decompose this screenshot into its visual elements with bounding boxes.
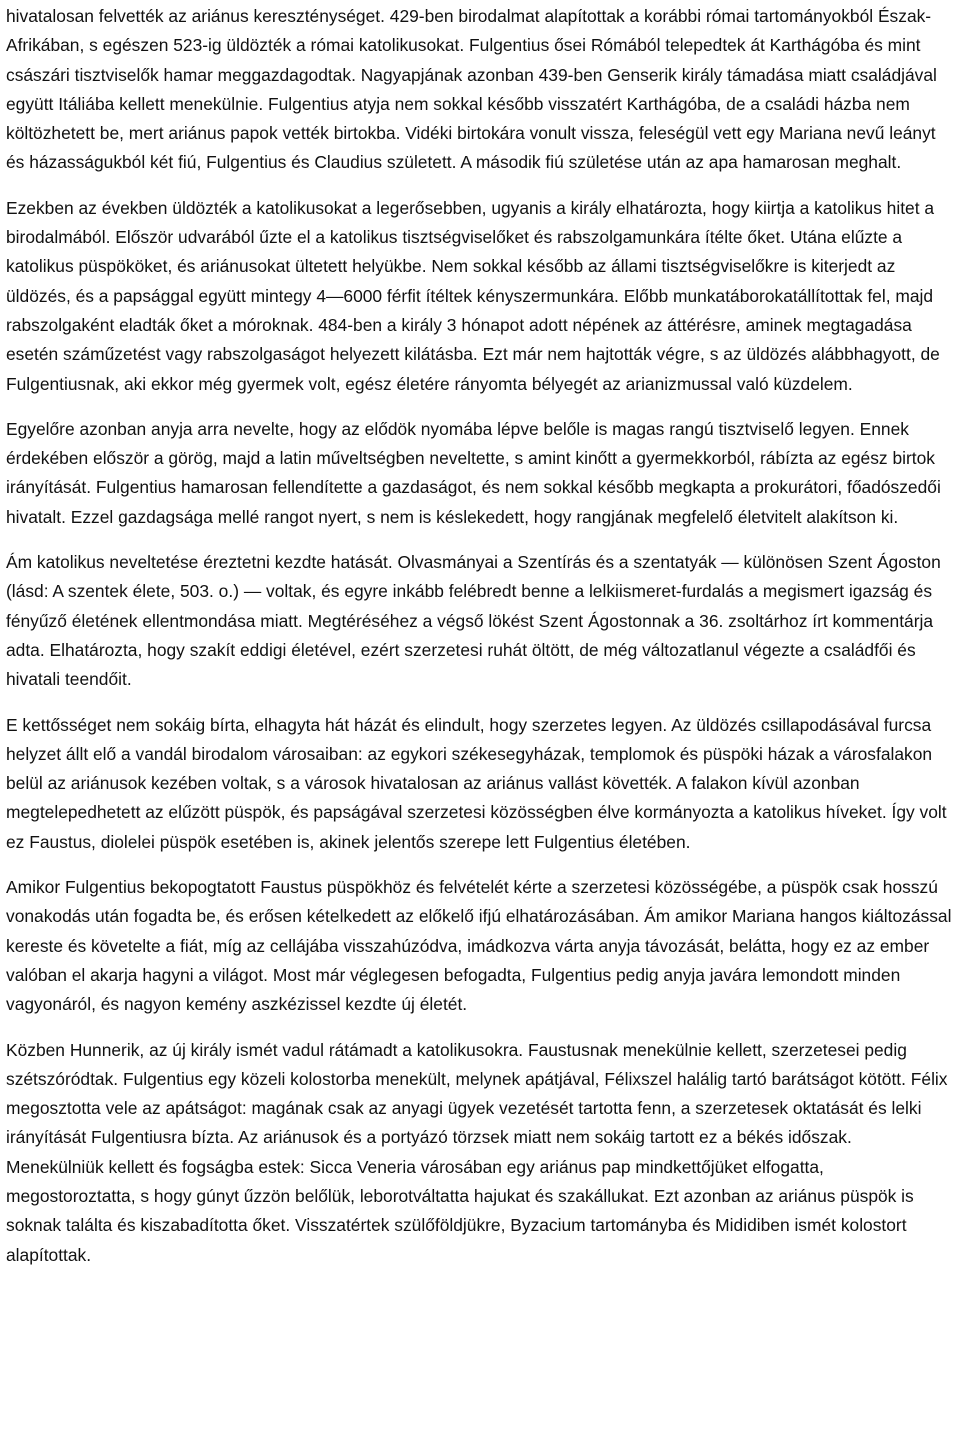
paragraph-6: Amikor Fulgentius bekopogtatott Faustus püspökhöz és felvételét kérte a szerzetesi közösségébe, a püspök csak hosszú vonakodás után fogadta be, és erősen kételkedett az előkelő ifjú elhatározásában. Ám amikor Mariana hangos kiáltozással kereste és követelte a fiát, míg az cellájába visszahúzódva, imádkozva várta anyja távozását, belátta, hogy ez az ember valóban el akarja hagyni a világot. Most már véglegesen befogadta, Fulgentius pedig anyja javára lemondott minden vagyonáról, és nagyon kemény aszkézissel kezdte új életét.	[6, 877, 952, 1015]
paragraph-1: hivatalosan felvették az ariánus kereszténységet. 429-ben birodalmat alapítottak a korábbi római tartományokból Észak-Afrikában, s egészen 523-ig üldözték a római katolikusokat. Fulgentius ősei Rómából telepedtek át Karthágóba és mint császári tisztviselők hamar meggazdagodtak. Nagyapjának azonban 439-ben Genserik király támadása miatt családjával együtt Itáliába kellett menekülnie. Fulgentius atyja nem sokkal később visszatért Karthágóba, de a családi házba nem költözhetett be, mert ariánus papok vették birtokba. Vidéki birtokára vonult vissza, feleségül vett egy Mariana nevű leányt és házasságukból két fiú, Fulgentius és Claudius született. A második fiú születése után az apa hamarosan meghalt.	[6, 6, 937, 173]
paragraph-4: Ám katolikus neveltetése éreztetni kezdte hatását. Olvasmányai a Szentírás és a szentatyák — különösen Szent Ágoston (lásd: A szentek élete, 503. o.) — voltak, és egyre inkább felébredt benne a lelkiismeret-furdalás a megismert igazság és fényűző életének ellentmondása miatt. Megtéréséhez a végső lökést Szent Ágostonnak a 36. zsoltárhoz írt kommentárja adta. Elhatározta, hogy szakít eddigi életével, ezért szerzetesi ruhát öltött, de még változatlanul végezte a családfői és hivatali teendőit.	[6, 552, 941, 690]
paragraph-3: Egyelőre azonban anyja arra nevelte, hogy az elődök nyomába lépve belőle is magas rangú tisztviselő legyen. Ennek érdekében először a görög, majd a latin műveltségben neveltette, s amint kinőtt a gyermekkorból, rábízta az egész birtok irányítását. Fulgentius hamarosan fellendítette a gazdaságot, és nem sokkal később megkapta a prokurátori, főadószedői hivatalt. Ezzel gazdagsága mellé rangot nyert, s nem is késlekedett, hogy rangjának megfelelő életvitelt alakítson ki.	[6, 418, 941, 527]
paragraph-5: E kettősséget nem sokáig bírta, elhagyta hát házát és elindult, hogy szerzetes legyen. Az üldözés csillapodásával furcsa helyzet állt elő a vandál birodalom városaiban: az egykori székesegyházak, templomok és püspöki házak a városfalakon belül az ariánusok kezében voltak, s a városok hivatalosan az ariánus vallást követték. A falakon kívül azonban megtelepedhetett az elűzött püspök, és papságával szerzetesi közösségben élve kormányozta a katolikus híveket. Így volt ez Faustus, diolelei püspök esetében is, akinek jelentős szerepe lett Fulgentius életében.	[6, 714, 947, 852]
paragraph-2: Ezekben az években üldözték a katolikusokat a legerősebben, ugyanis a király elhatározta, hogy kiirtja a katolikus hitet a birodalmából. Először udvarából űzte el a katolikus tisztségviselőket és rabszolgamunkára ítélte őket. Utána elűzte a katolikus püspököket, és ariánusokat ültetett helyükbe. Nem sokkal később az állami tisztségviselőkre is kiterjedt az üldözés, és a papsággal együtt mintegy 4—6000 férfit ítéltek kényszermunkára. Előbb munkatáborokatállítottak fel, majd rabszolgaként eladták őket a móroknak. 484-ben a király 3 hónapot adott népének az áttérésre, aminek megtagadása esetén száműzetést vagy rabszolgaságot helyezett kilátásba. Ezt már nem hajtották végre, s az üldözés alábbhagyott, de Fulgentiusnak, aki ekkor még gyermek volt, egész életére rányomta bélyegét az arianizmussal való küzdelem.	[6, 197, 940, 394]
paragraph-7: Közben Hunnerik, az új király ismét vadul rátámadt a katolikusokra. Faustusnak menekülnie kellett, szerzetesei pedig szétszóródtak. Fulgentius egy közeli kolostorba menekült, melynek apátjával, Félixszel halálig tartó barátságot kötött. Félix megosztotta vele az apátságot: magának csak az anyagi ügyek vezetését tartotta fenn, a szerzetesek oktatását és lelki irányítását Fulgentiusra bízta. Az ariánusok és a portyázó törzsek miatt nem sokáig tartott ez a békés időszak. Menekülniük kellett és fogságba estek: Sicca Veneria városában egy ariánus pap mindkettőjüket elfogatta, megostoroztatta, s hogy gúnyt űzzön belőlük, leborotváltatta hajukat és szakállukat. Ezt azonban az ariánus püspök is soknak találta és kiszabadította őket. Visszatértek szülőföldjükre, Byzacium tartományba és Mididiben ismét kolostort alapítottak.	[6, 1039, 948, 1265]
